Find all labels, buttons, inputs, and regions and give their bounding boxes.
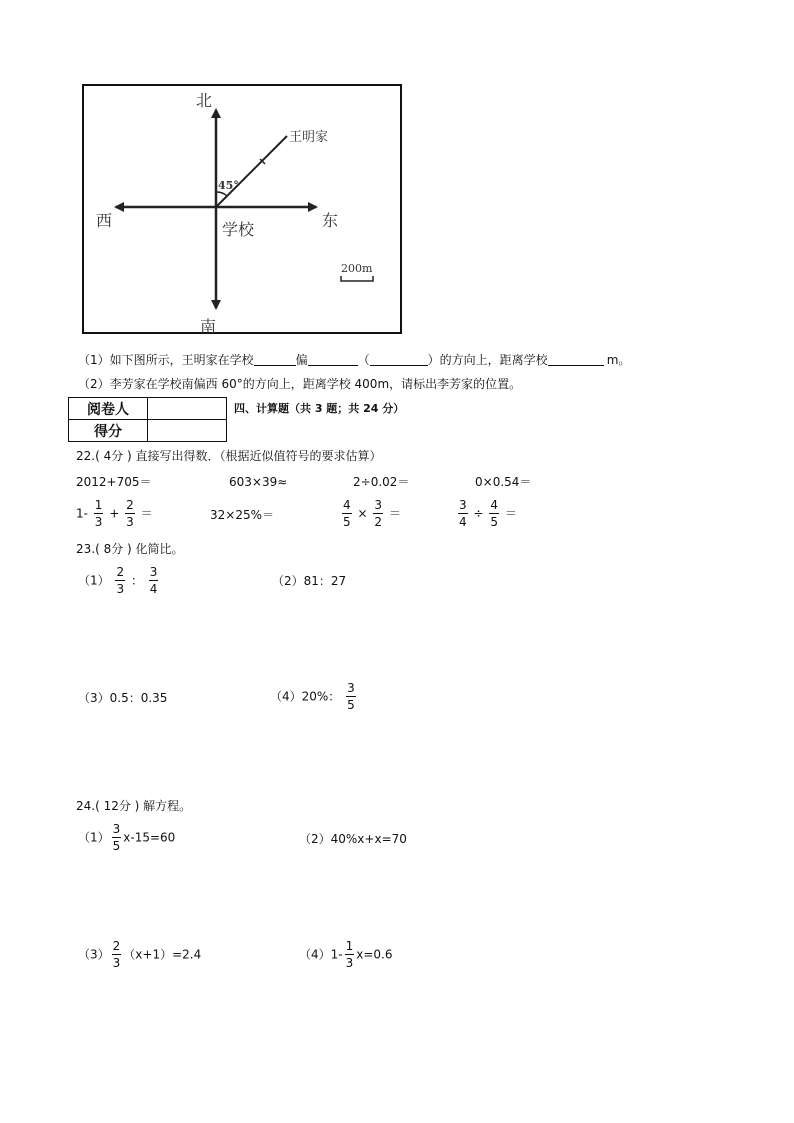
scale-label: 200m [341,262,373,275]
fraction: $\frac{2}{3}$ [112,939,121,970]
q22-item-4: 0×0.54＝ [475,475,532,489]
blank-angle[interactable] [370,353,428,366]
west-label: 西 [96,211,113,230]
angle-arc [216,192,227,196]
blank-direction-2[interactable] [308,353,358,366]
q22-item-1: 2012+705＝ [76,475,152,489]
q22-item-7: $\frac{4}{5}$ × $\frac{3}{2}$ ＝ [343,498,401,529]
fraction: $\frac{3}{4}$ [459,498,467,529]
fraction: $\frac{1}{3}$ [94,498,103,529]
q24-part-2: （2）40%x+x=70 [299,832,407,846]
fraction: $\frac{3}{4}$ [149,565,158,596]
q23-part-2: （2）81：27 [272,574,347,588]
section4-title: 四、计算题（共 3 题；共 24 分） [234,402,405,415]
fraction: $\frac{2}{3}$ [116,565,125,596]
q22-item-2: 603×39≈ [229,475,288,489]
q23-part-1: （1） $\frac{2}{3}$ ： $\frac{3}{4}$ [78,565,158,596]
q23-part-3: （3）0.5：0.35 [78,691,168,705]
q22-title: 22.( 4分 ) 直接写出得数．（根据近似值符号的要求估算） [76,449,382,463]
q21-line2: （2）李芳家在学校南偏西 60°的方向上，距离学校 400m，请标出李芳家的位置。 [78,377,522,391]
q24-part-1: （1） $\frac{3}{5}$ x-15=60 [78,822,176,853]
fraction: $\frac{3}{2}$ [374,498,382,529]
angle-label: 45° [218,179,239,192]
blank-distance[interactable] [548,353,604,366]
q24-part-3: （3） $\frac{2}{3}$ （x+1）=2.4 [78,939,202,970]
fraction: $\frac{1}{3}$ [345,939,354,970]
fraction: $\frac{2}{3}$ [126,498,134,529]
q22-item-3: 2÷0.02＝ [353,475,410,489]
direction-map [82,84,402,334]
q22-item-5: 1- $\frac{1}{3}$ + $\frac{2}{3}$ ＝ [76,498,153,529]
school-label: 学校 [222,220,255,239]
fraction: $\frac{3}{5}$ [112,822,121,853]
score-label: 得分 [69,420,148,442]
score-cell[interactable] [148,420,227,442]
q24-part-4: （4）1- $\frac{1}{3}$ x=0.6 [299,939,393,970]
fraction: $\frac{4}{5}$ [490,498,498,529]
q22-item-6: 32×25%＝ [210,508,274,522]
score-box [68,397,227,442]
house-label: 王明家 [289,130,329,145]
reviewer-label: 阅卷人 [69,398,148,420]
south-label: 南 [200,317,217,336]
q23-part-4: （4）20%： $\frac{3}{5}$ [270,681,355,712]
fraction: $\frac{4}{5}$ [343,498,351,529]
fraction: $\frac{3}{5}$ [347,681,355,712]
map-drawing [82,84,402,334]
q24-title: 24.( 12分 ) 解方程。 [76,799,192,813]
q23-title: 23.( 8分 ) 化简比。 [76,542,184,556]
scale-bar [341,276,373,281]
north-label: 北 [196,91,213,110]
q22-item-8: $\frac{3}{4}$ ÷ $\frac{4}{5}$ ＝ [459,498,517,529]
blank-direction-1[interactable] [254,353,296,366]
east-label: 东 [322,211,339,230]
q21-line1: （1）如下图所示，王明家在学校 偏 （ ）的方向上，距离学校 m。 [78,353,631,367]
reviewer-cell[interactable] [148,398,227,420]
